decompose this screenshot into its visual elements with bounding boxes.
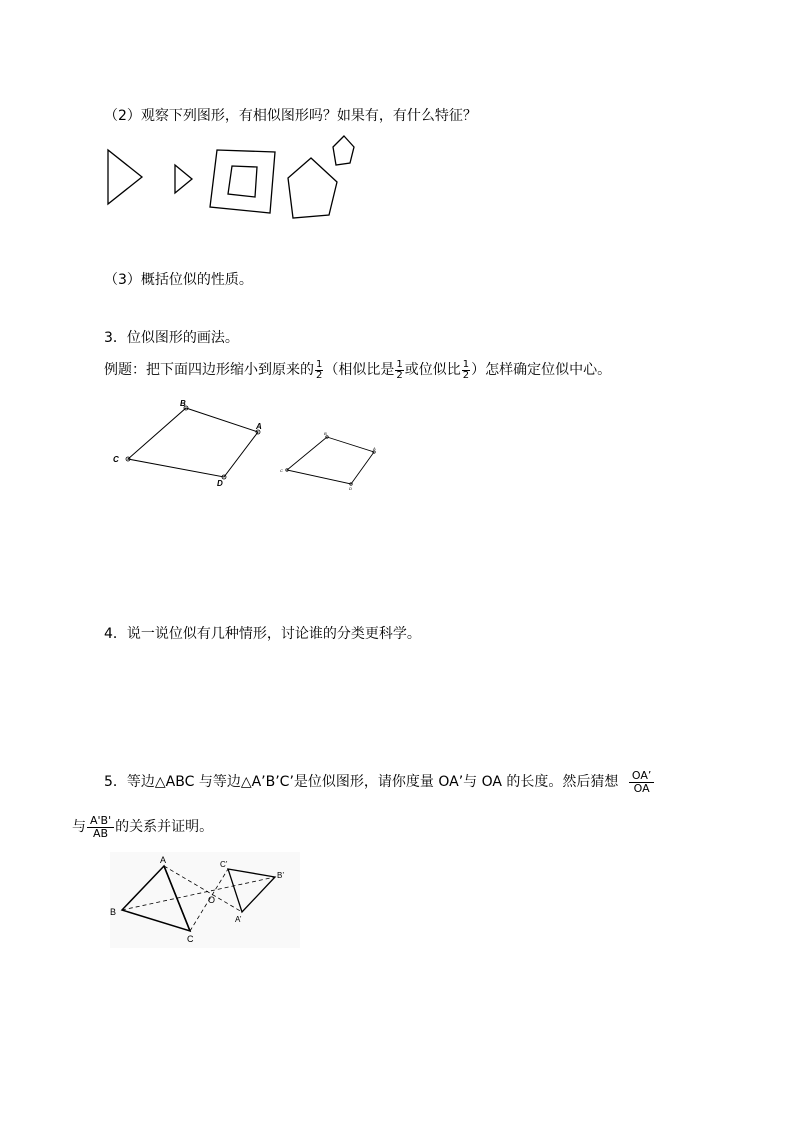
small-quadrilateral bbox=[287, 437, 374, 484]
label-tri-B: B bbox=[110, 907, 117, 917]
label-D: D bbox=[217, 479, 223, 488]
label-tri-A: A bbox=[160, 855, 167, 865]
section-5-line-1: 5．等边△ABC 与等边△A’B’C’是位似图形，请你度量 OA’与 OA 的长度。然后猜想 $\frac{OA’}{OA}$ bbox=[104, 765, 655, 799]
fraction-oa: $\frac{OA’}{OA}$ bbox=[629, 770, 655, 795]
section-3-title: 3．位似图形的画法。 bbox=[104, 330, 239, 346]
question-2: （2）观察下列图形，有相似图形吗？如果有，有什么特征？ bbox=[104, 108, 477, 124]
small-pentagon bbox=[333, 136, 354, 165]
large-pentagon bbox=[288, 158, 337, 218]
label-B: B bbox=[180, 399, 186, 408]
question-3: （3）概括位似的性质。 bbox=[104, 272, 253, 288]
label-tri-B2: B’ bbox=[277, 871, 285, 880]
large-triangle bbox=[108, 150, 142, 204]
fraction-half-3: $\frac{1}{2}$ bbox=[462, 358, 470, 381]
label-small-B: B bbox=[324, 431, 327, 436]
outer-square bbox=[210, 150, 275, 213]
label-tri-C: C bbox=[187, 934, 194, 944]
label-C: C bbox=[113, 455, 119, 464]
label-small-C: C bbox=[280, 468, 283, 473]
section-4: 4．说一说位似有几种情形，讨论谁的分类更科学。 bbox=[104, 626, 421, 642]
label-small-A: A bbox=[373, 446, 376, 451]
small-triangle bbox=[175, 165, 192, 193]
large-quadrilateral bbox=[128, 408, 258, 477]
quadrilateral-figure bbox=[105, 395, 390, 495]
triangle-figure bbox=[110, 852, 300, 948]
fraction-half-2: $\frac{1}{2}$ bbox=[396, 358, 403, 381]
label-small-D: D bbox=[349, 486, 352, 491]
section-3-example: 例题：把下面四边形缩小到原来的 $\frac{1}{2}$ （相似比是 $\frac{1}{2}$ 或位似比 $\frac{1}{2}$ ）怎样确定位似中心。 bbox=[104, 358, 612, 381]
label-tri-C2: C’ bbox=[220, 860, 228, 869]
section-5-line-2: 与 $\frac{A'B'}{AB}$ 的关系并证明。 bbox=[72, 813, 214, 840]
inner-square bbox=[228, 166, 257, 197]
label-A: A bbox=[256, 422, 262, 431]
fraction-ab: $\frac{A'B'}{AB}$ bbox=[87, 815, 114, 840]
shapes-figure bbox=[100, 130, 370, 230]
fraction-half-1: $\frac{1}{2}$ bbox=[316, 358, 323, 381]
label-tri-O: O bbox=[208, 895, 216, 905]
label-tri-A2: A’ bbox=[235, 915, 242, 924]
